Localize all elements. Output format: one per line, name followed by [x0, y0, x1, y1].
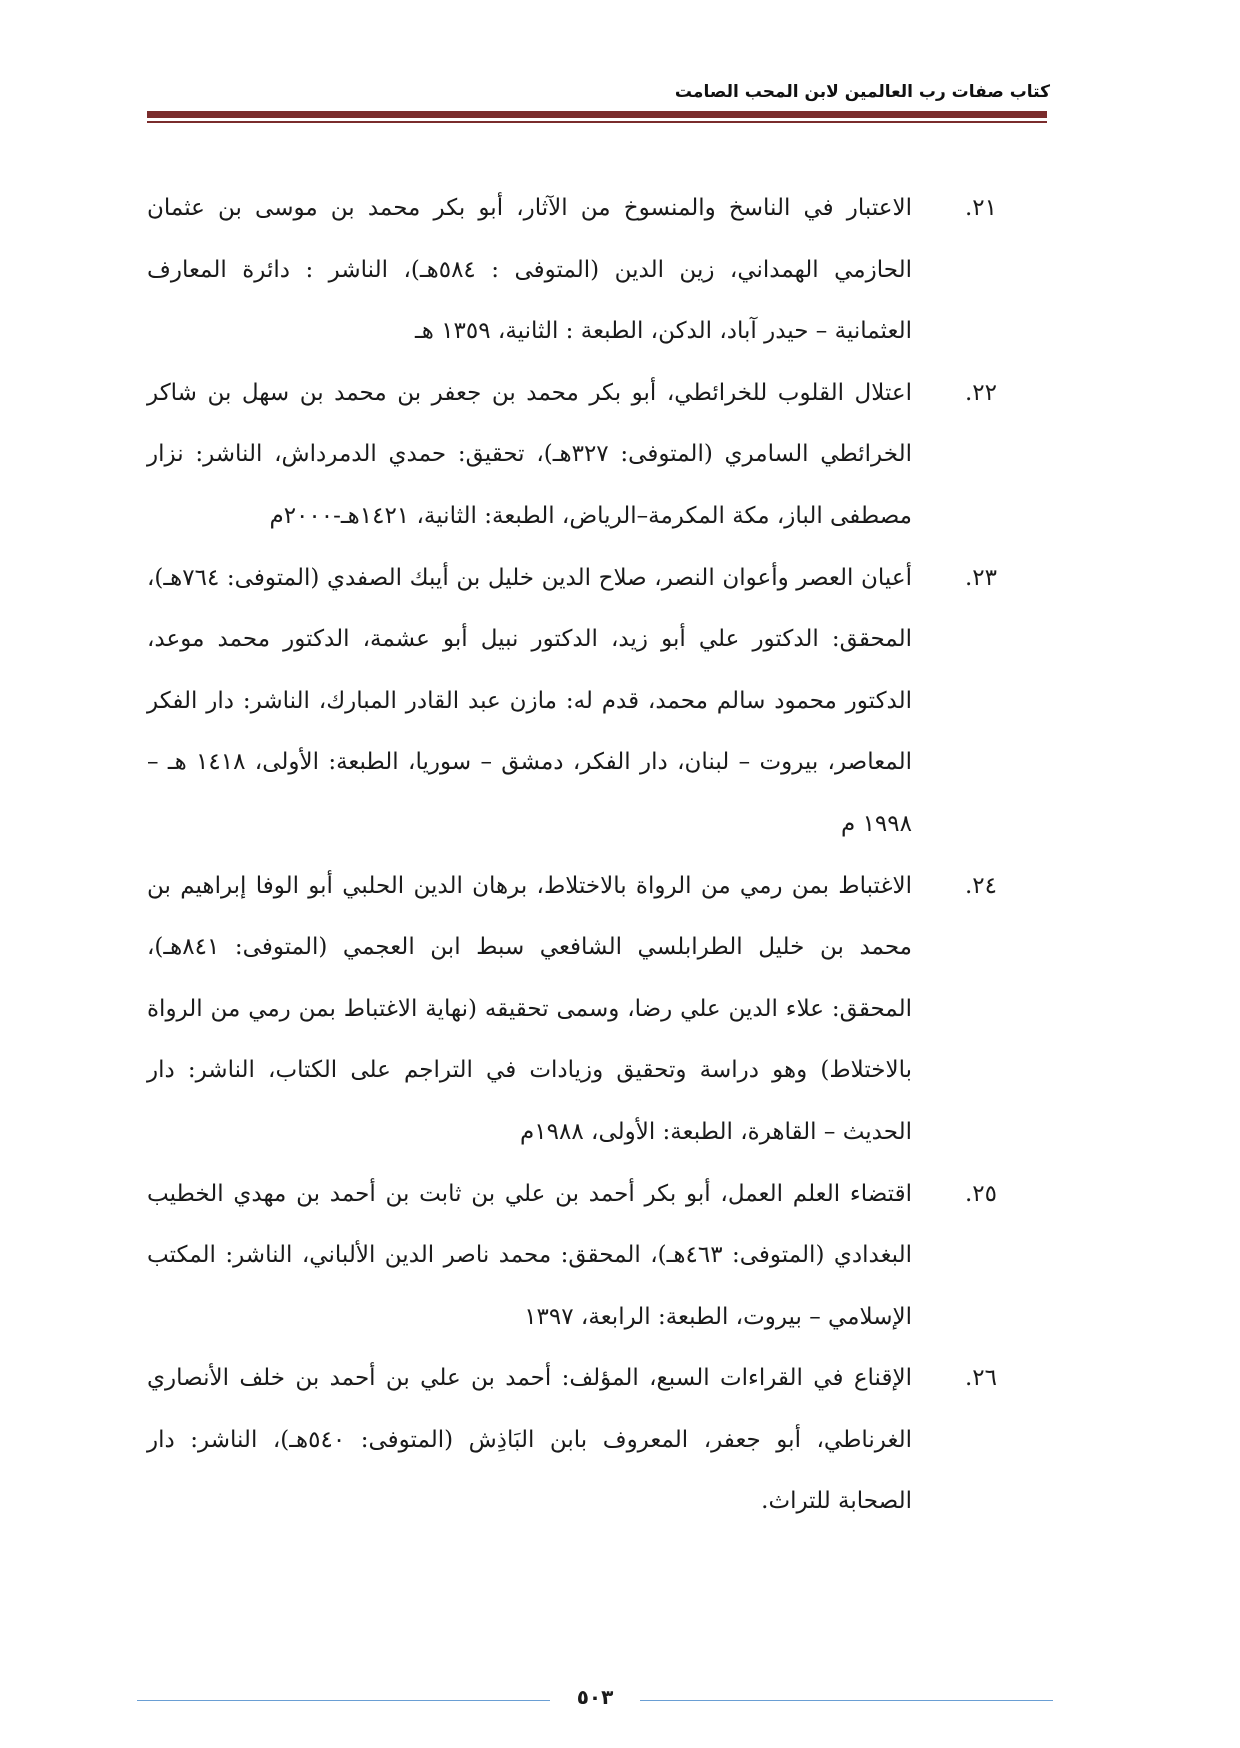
reference-number: ٢٥. — [964, 1180, 997, 1207]
reference-number: ٢٣. — [964, 564, 997, 591]
page-number: ٥٠٣ — [576, 1685, 614, 1709]
running-header-title: كتاب صفات رب العالمين لابن المحب الصامت — [674, 82, 1050, 102]
reference-item-26 — [147, 1348, 997, 1533]
reference-text: اقتضاء العلم العمل، أبو بكر أحمد بن علي بن ثابت بن أحمد بن مهدي الخطيب البغدادي (المتوفى: ٤٦٣هـ)، المحقق: محمد ناصر الدين الألباني، الناشر: المكتب الإسلامي – بيروت، الطبعة: الرابعة، ١٣٩٧ — [147, 1180, 913, 1330]
reference-text: الاغتباط بمن رمي من الرواة بالاختلاط، برهان الدين الحلبي أبو الوفا إبراهيم بن محمد بن خليل الطرابلسي الشافعي سبط ابن العجمي (المتوفى: ٨٤١هـ)، المحقق: علاء الدين علي رضا، وسمى تحقيقه (نهاية الاغتباط بمن رمي من الرواة بالاختلاط) وهو دراسة وتحقيق وزيادات في التراجم على الكتاب، الناشر: دار الحديث – القاهرة، الطبعة: الأولى، ١٩٨٨م — [147, 872, 912, 1145]
reference-item-21 — [147, 178, 997, 363]
reference-text: الاعتبار في الناسخ والمنسوخ من الآثار، أبو بكر محمد بن موسى بن عثمان الحازمي الهمداني، زين الدين (المتوفى : ٥٨٤هـ)، الناشر : دائرة المعارف العثمانية – حيدر آباد، الدكن، الطبعة : الثانية، ١٣٥٩ هـ — [147, 195, 912, 345]
references-list — [147, 178, 997, 1533]
reference-item-24 — [147, 856, 997, 1164]
header-rule-thick — [147, 111, 1047, 118]
reference-text: أعيان العصر وأعوان النصر، صلاح الدين خليل بن أيبك الصفدي (المتوفى: ٧٦٤هـ)، المحقق: الدكتور علي أبو زيد، الدكتور نبيل أبو عشمة، الدكتور محمد موعد، الدكتور محمود سالم محمد، قدم له: مازن عبد القادر المبارك، الناشر: دار الفكر المعاصر، بيروت – لبنان، دار الفكر، دمشق – سوريا، الطبعة: الأولى، ١٤١٨ هـ – ١٩٩٨ م — [147, 564, 913, 837]
footer-rule-right — [640, 1700, 1053, 1701]
reference-item-25 — [147, 1164, 997, 1349]
reference-number: ٢٤. — [964, 872, 997, 899]
reference-number: ٢٢. — [964, 379, 997, 406]
header-rule-thin — [147, 121, 1047, 123]
reference-item-23 — [147, 548, 997, 856]
reference-text: الإقناع في القراءات السبع، المؤلف: أحمد بن علي بن أحمد بن خلف الأنصاري الغرناطي، أبو جعفر، المعروف بابن البَاذِش (المتوفى: ٥٤٠هـ)، الناشر: دار الصحابة للتراث. — [147, 1365, 912, 1515]
footer-rule-left — [137, 1700, 550, 1701]
reference-text: اعتلال القلوب للخرائطي، أبو بكر محمد بن جعفر بن محمد بن سهل بن شاكر الخرائطي السامري (المتوفى: ٣٢٧هـ)، تحقيق: حمدي الدمرداش، الناشر: نزار مصطفى الباز، مكة المكرمة–الرياض، الطبعة: الثانية، ١٤٢١هـ-٢٠٠٠م — [147, 379, 912, 529]
reference-number: ٢٦. — [964, 1365, 997, 1392]
reference-number: ٢١. — [964, 195, 997, 221]
reference-item-22 — [147, 363, 997, 548]
